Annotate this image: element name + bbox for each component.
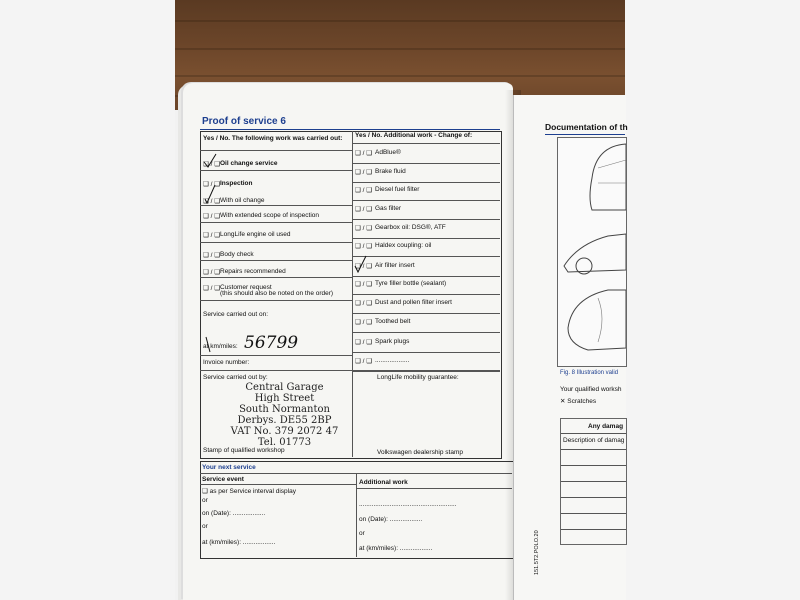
yes-no-checkbox[interactable]: ❑ / ❑ (355, 319, 373, 326)
additional-work-line: ...................................................... (359, 501, 457, 508)
side-code: 151.5T2.POLO.20 (534, 530, 540, 575)
yes-no-checkbox[interactable]: ❑ / ❑ (355, 243, 373, 250)
right-page-title: Documentation of th (545, 122, 628, 132)
additional-work-item: Gearbox oil: DSG®, ATF (375, 224, 446, 231)
service-date-label: Service carried out on: (203, 311, 269, 318)
qualified-workshop-label: Your qualified worksh (560, 386, 622, 393)
left-work-item: Inspection (220, 180, 253, 187)
additional-date-field: on (Date): .................. (359, 516, 423, 523)
or-label-2: or (202, 523, 208, 530)
page-title: Proof of service 6 (202, 116, 286, 127)
garage-stamp: Central Garage High Street South Normanton Derbys. DE55 2BP VAT No. 379 2072 47 Tel. 01773 (230, 382, 339, 448)
yes-no-checkbox[interactable]: ❑ / ❑ (203, 181, 221, 188)
additional-work-item: ................... (375, 357, 410, 364)
additional-work-item: Toothed belt (375, 318, 411, 325)
or-label-3: or (359, 530, 365, 537)
any-damage-header: Any damag (588, 423, 624, 430)
yes-no-checkbox[interactable]: ❑ / ❑ (355, 150, 373, 157)
left-work-item: Body check (220, 251, 254, 258)
left-work-item: LongLife engine oil used (220, 231, 291, 238)
next-date-field: on (Date): .................. (202, 510, 266, 517)
left-work-item: With oil change (220, 197, 265, 204)
yes-no-checkbox[interactable]: ❑ / ❑ (203, 269, 221, 276)
invoice-number-label: Invoice number: (203, 359, 250, 366)
longlife-guarantee-label: LongLife mobility guarantee: (377, 374, 459, 381)
additional-mileage-field: at (km/miles): .................. (359, 545, 433, 552)
additional-work-item: Spark plugs (375, 338, 410, 345)
vw-stamp-label: Volkswagen dealership stamp (377, 449, 463, 456)
yes-no-checkbox[interactable]: ❑ / ❑ (355, 225, 373, 232)
additional-work-item: Tyre filler bottle (sealant) (375, 280, 447, 287)
yes-no-checkbox[interactable]: ❑ / ❑ (203, 232, 221, 239)
additional-work-header: Additional work (359, 479, 408, 486)
left-work-item: Customer request (220, 284, 272, 291)
next-service-title: Your next service (202, 464, 256, 471)
yes-no-checkbox[interactable]: ❑ / ❑ (355, 300, 373, 307)
yes-no-checkbox[interactable]: ❑ / ❑ (355, 358, 373, 365)
fig-caption: Fig. 8 Illustration valid (560, 370, 619, 376)
additional-work-item: Brake fluid (375, 168, 406, 175)
left-work-item: With extended scope of inspection (220, 212, 320, 219)
yes-no-checkbox[interactable]: ❑ / ❑ (355, 187, 373, 194)
yes-no-checkbox[interactable]: ❑ / ❑ (203, 161, 221, 168)
left-column-header: Yes / No. The following work was carried out: (203, 135, 343, 142)
additional-work-item: Gas filter (375, 205, 402, 212)
yes-no-checkbox[interactable]: ❑ / ❑ (203, 285, 221, 292)
interval-display-option: ❑ as per Service interval display (202, 488, 296, 495)
service-event-header: Service event (202, 476, 244, 483)
yes-no-checkbox[interactable]: ❑ / ❑ (355, 206, 373, 213)
service-by-label: Service carried out by: (203, 374, 268, 381)
description-header: Description of damag (563, 437, 625, 444)
additional-work-item: Haldex coupling: oil (375, 242, 432, 249)
additional-work-item: Dust and pollen filter insert (375, 299, 452, 306)
yes-no-checkbox[interactable]: ❑ / ❑ (355, 339, 373, 346)
workshop-stamp-label: Stamp of qualified workshop (203, 447, 285, 454)
yes-no-checkbox[interactable]: ❑ / ❑ (203, 252, 221, 259)
handwritten-mileage: 56799 (244, 333, 299, 353)
left-work-item: Oil change service (220, 160, 278, 167)
yes-no-checkbox[interactable]: ❑ / ❑ (355, 263, 373, 270)
left-work-item: Repairs recommended (220, 268, 286, 275)
or-label-1: or (202, 497, 208, 504)
left-work-item: (this should also be noted on the order) (220, 290, 334, 297)
additional-work-item: Air filter insert (375, 262, 415, 269)
yes-no-checkbox[interactable]: ❑ / ❑ (355, 169, 373, 176)
yes-no-checkbox[interactable]: ❑ / ❑ (203, 198, 221, 205)
scratches-legend: ✕ Scratches (560, 398, 597, 405)
next-mileage-field: at (km/miles): .................. (202, 539, 276, 546)
right-column-header: Yes / No. Additional work - Change of: (355, 132, 473, 139)
additional-work-item: AdBlue® (375, 149, 401, 156)
yes-no-checkbox[interactable]: ❑ / ❑ (355, 281, 373, 288)
additional-work-item: Diesel fuel filter (375, 186, 420, 193)
yes-no-checkbox[interactable]: ❑ / ❑ (203, 213, 221, 220)
mileage-label: at km/miles: (203, 343, 238, 350)
